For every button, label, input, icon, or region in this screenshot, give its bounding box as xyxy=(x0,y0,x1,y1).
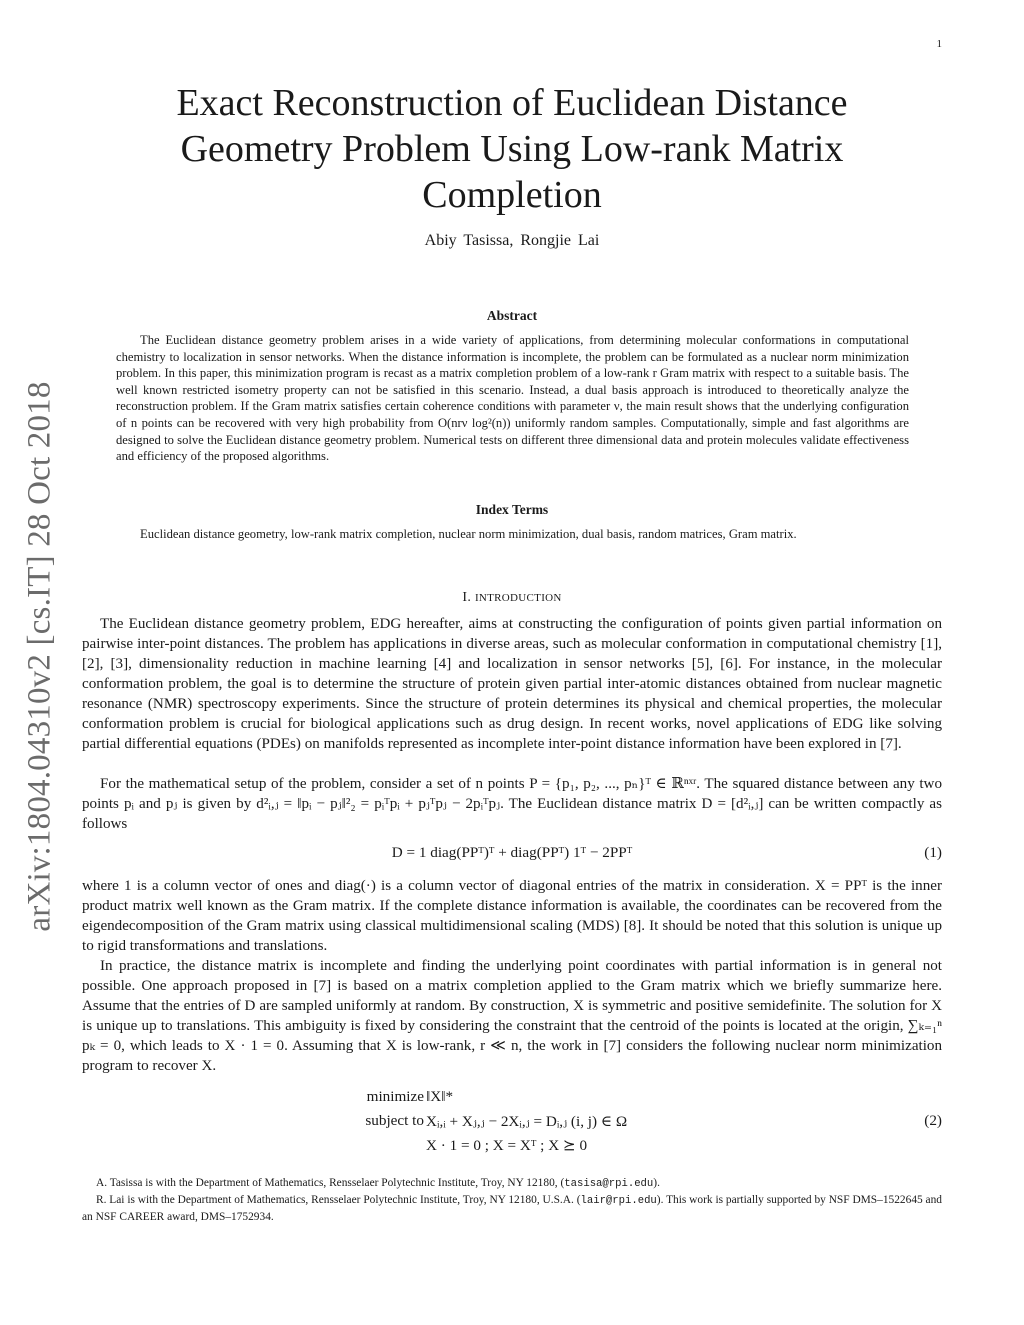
title-line: Geometry Problem Using Low-rank Matrix xyxy=(180,128,844,170)
abstract-heading: Abstract xyxy=(486,308,538,323)
author-email-link[interactable]: tasisa@rpi.edu xyxy=(564,1178,654,1190)
subject-to-label: subject to xyxy=(365,1112,424,1129)
title-line: Completion xyxy=(422,174,602,216)
introduction-heading xyxy=(100,590,924,606)
section-title: INTRODUCTION xyxy=(474,592,562,604)
author-list: Abiy Tasissa, Rongjie Lai xyxy=(424,232,600,249)
intro-paragraph-3: where 1 is a column vector of ones and diag(·) is a column vector of diagonal entries of the matrix in consideration. X = PPᵀ is the inner product matrix well known as the Gram matrix. If the complete distance information is available, the coordinates can be recovered from the eigendecomposition of the Gram matrix using classical multidimensional scaling (MDS) [8]. It should be noted that this solution is unique up to rigid transformations and translations. xyxy=(82,878,942,954)
page-number: 1 xyxy=(936,38,942,50)
constraint-expression-1: Xᵢ,ᵢ + Xⱼ,ⱼ − 2Xᵢ,ⱼ = Dᵢ,ⱼ (i, j) ∈ Ω xyxy=(426,1113,628,1130)
footnote-text: R. Lai is with the Department of Mathematics, Rensselaer Polytechnic Institute, Troy, NY 12180, U.S.A. ( xyxy=(96,1193,581,1206)
title-line: Exact Reconstruction of Euclidean Distance xyxy=(176,82,848,124)
author-email-link[interactable]: lair@rpi.edu xyxy=(580,1194,657,1207)
footnote-author-2 xyxy=(82,1193,942,1226)
footnote-text: ). xyxy=(653,1177,660,1189)
footnote-text: A. Tasissa is with the Department of Mathematics, Rensselaer Polytechnic Institute, Troy, NY 12180, ( xyxy=(96,1177,565,1189)
footnote-author-1 xyxy=(82,1176,942,1193)
minimize-label: minimize xyxy=(366,1088,424,1105)
arxiv-identifier-stamp xyxy=(18,372,62,940)
footnote-text: ). This work is partially supported by NSF DMS–1522645 and an NSF CAREER award, DMS–1752934. xyxy=(82,1193,943,1223)
arxiv-identifier-text: arXiv:1804.04310v2 [cs.IT] 28 Oct 2018 xyxy=(21,380,58,932)
equation-1 xyxy=(82,844,942,866)
intro-paragraph-4: In practice, the distance matrix is incomplete and finding the underlying point coordinates with partial information is in general not possible. One approach proposed in [7] is based on a matrix completion applied to the Gram matrix which we briefly summarize here. Assume that the entries of D are sampled uniformly at random. By construction, X is symmetric and positive semidefinite. The solution for X is unique up to translations. This ambiguity is fixed by considering the constraint that the centroid of the points is located at the origin, ∑ₖ₌₁ⁿ pₖ = 0, which leads to X · 1 = 0. Assuming that X is low-rank, r ≪ n, the work in [7] considers the following nuclear norm minimization program to recover X. xyxy=(82,958,942,1074)
index-terms-text: Euclidean distance geometry, low-rank matrix completion, nuclear norm minimization, dual basis, random matrices, Gram matrix. xyxy=(140,527,797,541)
objective-expression: ‖X‖* xyxy=(426,1088,454,1105)
constraint-expression-2: X · 1 = 0 ; X = Xᵀ ; X ⪰ 0 xyxy=(426,1137,588,1154)
intro-paragraph-1: The Euclidean distance geometry problem, EDG hereafter, aims at constructing the configuration of points given partial information on pairwise inter-point distances. The problem has applications in diverse areas, such as molecular conformation in computational chemistry [1], [2], [3], dimensionality reduction in machine learning [4] and localization in sensor networks [5], [6]. For instance, in the molecular conformation problem, the goal is to determine the structure of protein given partial inter-atomic distances obtained from nuclear magnetic resonance (NMR) spectroscopy experiments. Since the structure of protein determines its physical and chemical properties, the molecular conformation problem is crucial for biological applications such as drug design. In recent works, novel applications of EDG like solving partial differential equations (PDEs) on manifolds represented as incomplete inter-point distance information have been explored in [7]. xyxy=(82,616,942,752)
constraint-row xyxy=(336,1112,424,1130)
footnotes xyxy=(82,1176,942,1225)
equation-2-number: (2) xyxy=(924,1112,942,1129)
equation-1-number: (1) xyxy=(924,844,942,861)
equation-1-body: D = 1 diag(PPᵀ)ᵀ + diag(PPᵀ) 1ᵀ − 2PPᵀ xyxy=(391,844,633,861)
paper-title xyxy=(100,80,924,218)
abstract-text: The Euclidean distance geometry problem arises in a wide variety of applications, from determining molecular conformations in computational chemistry to localization in sensor networks. When the distance information is incomplete, the problem can be formulated as a nuclear norm minimization problem. In this paper, this minimization program is recast as a matrix completion problem of a low-rank r Gram matrix with respect to a suitable basis. The well known restricted isometry property can not be satisfied in this scenario. Instead, a dual basis approach is introduced to theoretically analyze the reconstruction problem. If the Gram matrix satisfies certain coherence conditions with parameter ν, the main result shows that the underlying configuration of n points can be recovered with very high probability from O(nrν log²(n)) uniformly random samples. Computationally, simple and fast algorithms are designed to solve the Euclidean distance geometry problem. Numerical tests on different three dimensional data and protein molecules validate effectiveness and efficiency of the proposed algorithms. xyxy=(116,333,909,464)
objective-row xyxy=(336,1088,424,1106)
index-terms-heading: Index Terms xyxy=(475,502,549,517)
intro-paragraph-2: For the mathematical setup of the problem, consider a set of n points P = {p₁, p₂, ..., pₙ}ᵀ ∈ ℝⁿˣʳ. The squared distance between any two points pᵢ and pⱼ is given by d²ᵢ,ⱼ = ‖pᵢ − pⱼ‖²₂ = pᵢᵀpᵢ + pⱼᵀpⱼ − 2pᵢᵀpⱼ. The Euclidean distance matrix D = [d²ᵢ,ⱼ] can be written compactly as follows xyxy=(82,776,942,832)
section-numeral: I. xyxy=(462,590,472,605)
